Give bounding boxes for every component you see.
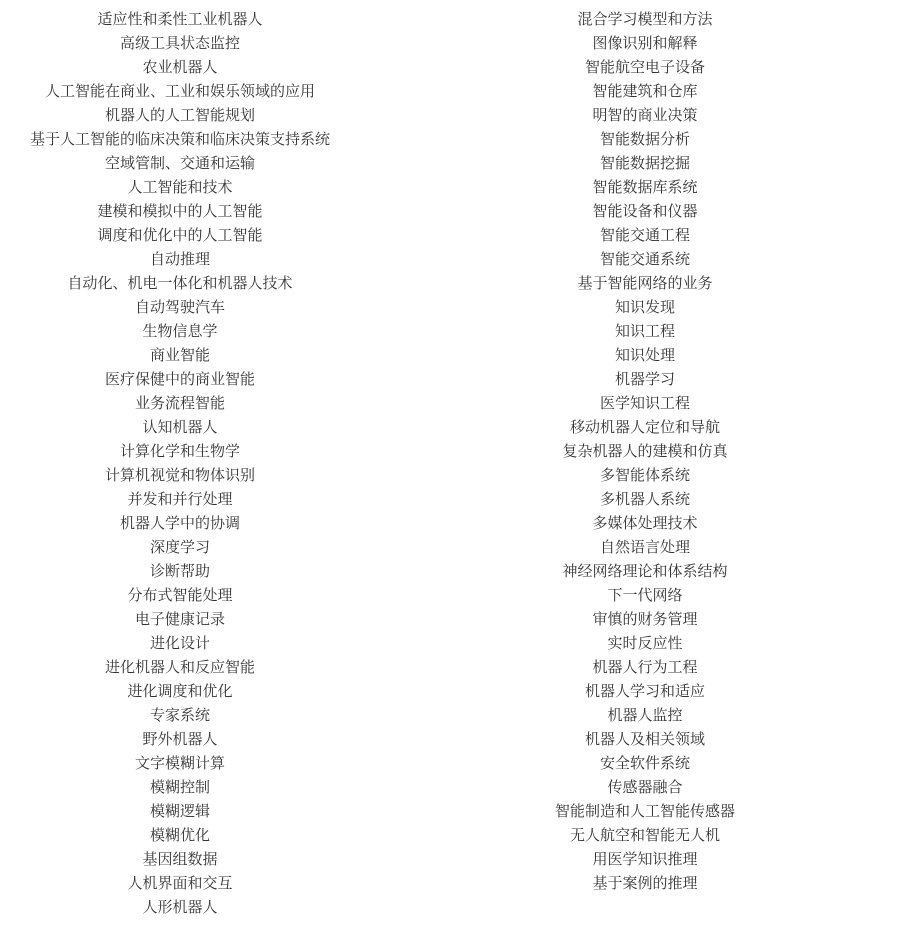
topic-item: 传感器融合 [607, 778, 683, 796]
topic-item: 人工智能在商业、工业和娱乐领域的应用 [44, 82, 315, 100]
topic-item: 自动驾驶汽车 [134, 298, 225, 316]
topic-item: 机器人及相关领域 [584, 730, 705, 748]
topic-item: 多机器人系统 [599, 490, 690, 508]
topic-item: 实时反应性 [607, 634, 683, 652]
topic-item: 进化机器人和反应智能 [104, 658, 255, 676]
topic-item: 自然语言处理 [599, 538, 690, 556]
topic-item: 适应性和柔性工业机器人 [97, 10, 263, 28]
topic-item: 机器人学习和适应 [584, 682, 705, 700]
topic-item: 空域管制、交通和运输 [104, 154, 255, 172]
topic-item: 智能交通工程 [599, 226, 690, 244]
topic-item: 模糊优化 [149, 826, 210, 844]
topic-item: 调度和优化中的人工智能 [97, 226, 263, 244]
topic-item: 自动化、机电一体化和机器人技术 [67, 274, 293, 292]
topic-item: 下一代网络 [607, 586, 683, 604]
topic-item: 人机界面和交互 [127, 874, 233, 892]
topic-item: 知识处理 [614, 346, 675, 364]
topic-item: 智能数据分析 [599, 130, 690, 148]
topic-item: 安全软件系统 [599, 754, 690, 772]
topic-item: 机器人学中的协调 [119, 514, 240, 532]
topic-item: 机器学习 [614, 370, 675, 388]
topic-column-left [0, 7, 360, 919]
topic-item: 高级工具状态监控 [119, 34, 240, 52]
topic-item: 智能数据挖掘 [599, 154, 690, 172]
topic-item: 医学知识工程 [599, 394, 690, 412]
topic-item: 明智的商业决策 [592, 106, 698, 124]
topic-item: 多媒体处理技术 [592, 514, 698, 532]
topic-item: 建模和模拟中的人工智能 [97, 202, 263, 220]
topic-item: 自动推理 [149, 250, 210, 268]
topic-item: 智能航空电子设备 [584, 58, 705, 76]
topic-item: 智能数据库系统 [592, 178, 698, 196]
topic-item: 基于智能网络的业务 [577, 274, 713, 292]
topic-item: 深度学习 [149, 538, 210, 556]
topic-item: 人形机器人 [142, 898, 218, 916]
topic-item: 无人航空和智能无人机 [569, 826, 720, 844]
topic-item: 计算机视觉和物体识别 [104, 466, 255, 484]
topic-item: 业务流程智能 [134, 394, 225, 412]
topic-item: 审慎的财务管理 [592, 610, 698, 628]
topic-item: 多智能体系统 [599, 466, 690, 484]
topic-column-right-wrapper [360, 7, 911, 919]
topic-item: 复杂机器人的建模和仿真 [562, 442, 728, 460]
topic-item: 诊断帮助 [149, 562, 210, 580]
topic-item: 机器人的人工智能规划 [104, 106, 255, 124]
topic-item: 用医学知识推理 [592, 850, 698, 868]
topic-item: 神经网络理论和体系结构 [562, 562, 728, 580]
topic-item: 并发和并行处理 [127, 490, 233, 508]
topic-item: 野外机器人 [142, 730, 218, 748]
topic-item: 基于案例的推理 [592, 874, 698, 892]
topic-item: 进化调度和优化 [127, 682, 233, 700]
topic-item: 知识工程 [614, 322, 675, 340]
topic-item: 认知机器人 [142, 418, 218, 436]
topic-item: 人工智能和技术 [127, 178, 233, 196]
topic-item: 文字模糊计算 [134, 754, 225, 772]
topic-item: 医疗保健中的商业智能 [104, 370, 255, 388]
topic-item: 基于人工智能的临床决策和临床决策支持系统 [29, 130, 330, 148]
topic-item: 进化设计 [149, 634, 210, 652]
topic-item: 商业智能 [149, 346, 210, 364]
topic-item: 计算化学和生物学 [119, 442, 240, 460]
topic-item: 智能制造和人工智能传感器 [554, 802, 735, 820]
topic-item: 智能交通系统 [599, 250, 690, 268]
topic-item: 图像识别和解释 [592, 34, 698, 52]
topic-item: 智能建筑和仓库 [592, 82, 698, 100]
topic-item: 混合学习模型和方法 [577, 10, 713, 28]
topic-item: 智能设备和仪器 [592, 202, 698, 220]
topic-item: 分布式智能处理 [127, 586, 233, 604]
topic-item: 模糊控制 [149, 778, 210, 796]
topic-column-right [445, 7, 845, 895]
topic-item: 机器人行为工程 [592, 658, 698, 676]
topic-item: 机器人监控 [607, 706, 683, 724]
topic-item: 基因组数据 [142, 850, 218, 868]
topic-item: 生物信息学 [142, 322, 218, 340]
topic-item: 移动机器人定位和导航 [569, 418, 720, 436]
topic-item: 知识发现 [614, 298, 675, 316]
topic-item: 农业机器人 [142, 58, 218, 76]
topic-item: 模糊逻辑 [149, 802, 210, 820]
topic-item: 电子健康记录 [134, 610, 225, 628]
topic-item: 专家系统 [149, 706, 210, 724]
